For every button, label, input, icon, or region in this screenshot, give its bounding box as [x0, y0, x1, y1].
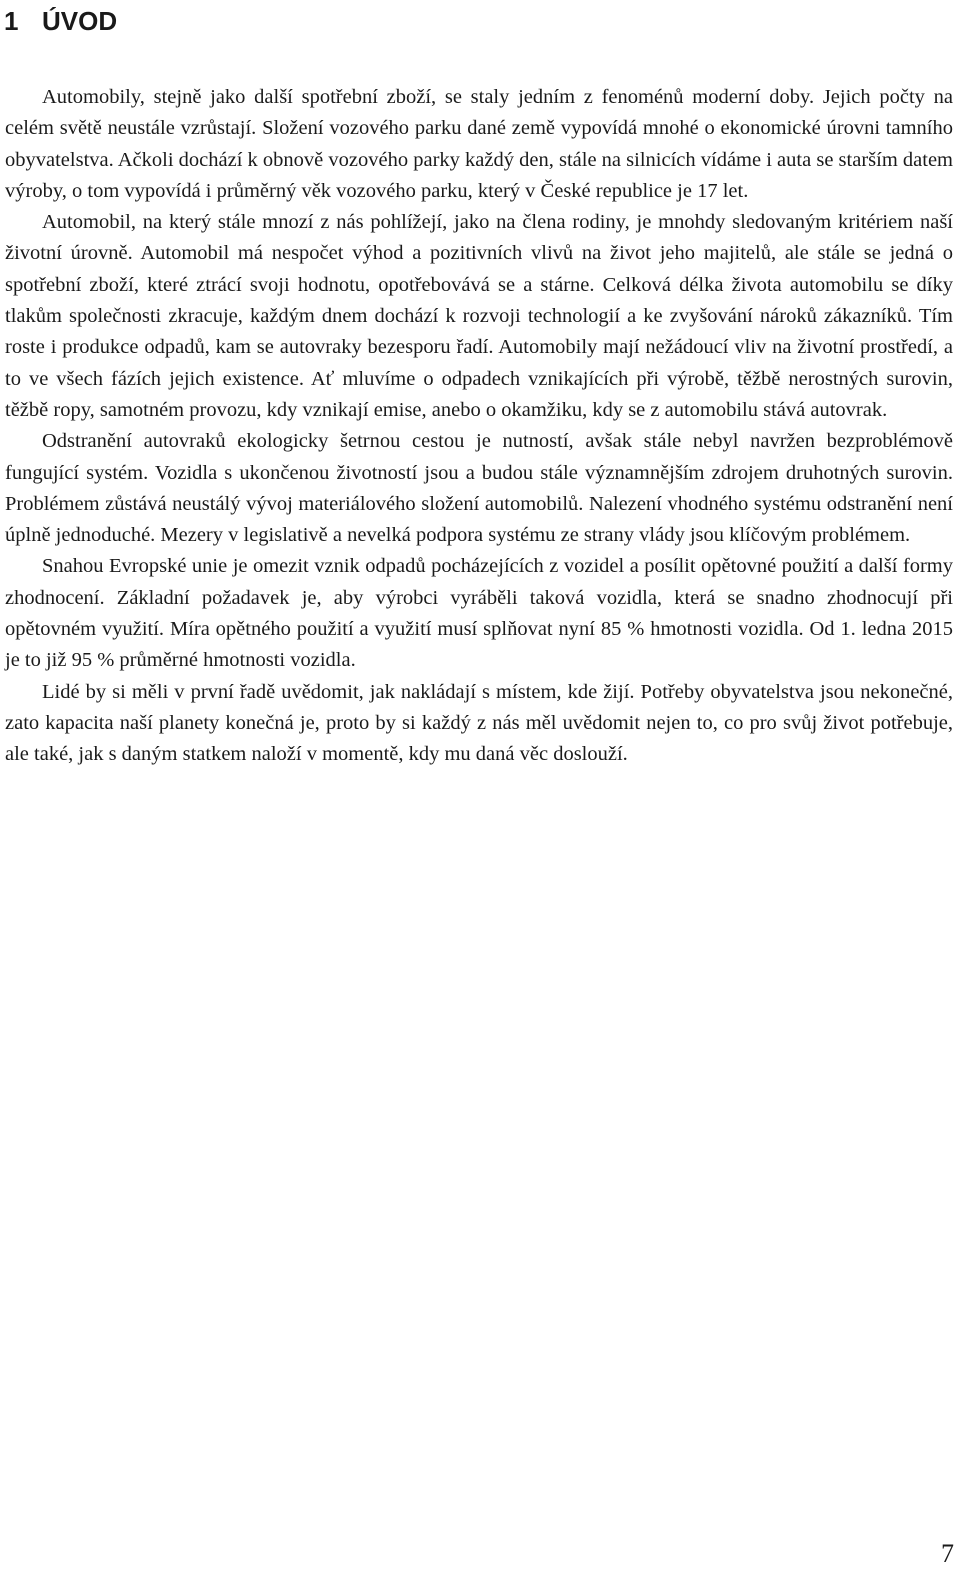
chapter-heading	[4, 4, 117, 38]
paragraph-eu-policy: Snahou Evropské unie je omezit vznik odpadů pocházejících z vozidel a posílit opětovné použití a další formy zhodnocení. Základní požadavek je, aby výrobci vyráběli taková vozidla, která se snadno zhodnocují při opětovném využití. Míra opětného použití a využití musí splňovat nyní 85 % hmotnosti vozidla. Od 1. ledna 2015 je to již 95 % průměrné hmotnosti vozidla.	[5, 555, 953, 672]
chapter-title: ÚVOD	[42, 6, 118, 36]
body-text	[5, 82, 953, 771]
paragraph-disposal: Odstranění autovraků ekologicky šetrnou cestou je nutností, avšak stále nebyl navržen bezproblémově fungující systém. Vozidla s ukončenou životností jsou a budou stále významnějším zdrojem druhotných surovin. Problémem zůstává neustálý vývoj materiálového složení automobilů. Nalezení vhodného systému odstranění není úplně jednoduché. Mezery v legislativě a nevelká podpora systému ze strany vlády jsou klíčovým problémem.	[5, 430, 953, 547]
chapter-number: 1	[4, 6, 19, 36]
paragraph-automobile-life: Automobil, na který stále mnozí z nás pohlížejí, jako na člena rodiny, je mnohdy sledovaným kritériem naší životní úrovně. Automobil má nespočet výhod a pozitivních vlivů na život jeho majitelů, ale stále se jedná o spotřební zboží, které ztrácí svoji hodnotu, opotřebovává se a stárne. Celková délka života automobilu se díky tlakům společnosti zkracuje, každým dnem dochází k rozvoji technologií a ke zvyšování nároků zákazníků. Tím roste i produkce odpadů, kam se autovraky bezesporu řadí. Automobily mají nežádoucí vliv na životní prostředí, a to ve všech fázích jejich existence. Ať mluvíme o odpadech vznikajících při výrobě, těžbě nerostných surovin, těžbě ropy, samotném provozu, kdy vznikají emise, anebo o okamžiku, kdy se z automobilu stává autovrak.	[5, 211, 953, 421]
paragraph-conclusion: Lidé by si měli v první řadě uvědomit, jak nakládají s místem, kde žijí. Potřeby obyvatelstva jsou nekonečné, zato kapacita naší planety konečná je, proto by si každý z nás měl uvědomit nejen to, co pro svůj život potřebuje, ale také, jak s daným statkem naloží v momentě, kdy mu daná věc doslouží.	[5, 680, 953, 766]
paragraph-intro: Automobily, stejně jako další spotřební zboží, se staly jedním z fenoménů moderní doby. Jejich počty na celém světě neustále vzrůstají. Složení vozového parku dané země vypovídá mnohé o ekonomické úrovni tamního obyvatelstva. Ačkoli dochází k obnově vozového parky každý den, stále na silnicích vídáme i auta se starším datem výroby, o tom vypovídá i průměrný věk vozového parku, který v České republice je 17 let.	[5, 86, 953, 202]
page-number: 7	[941, 1539, 954, 1568]
